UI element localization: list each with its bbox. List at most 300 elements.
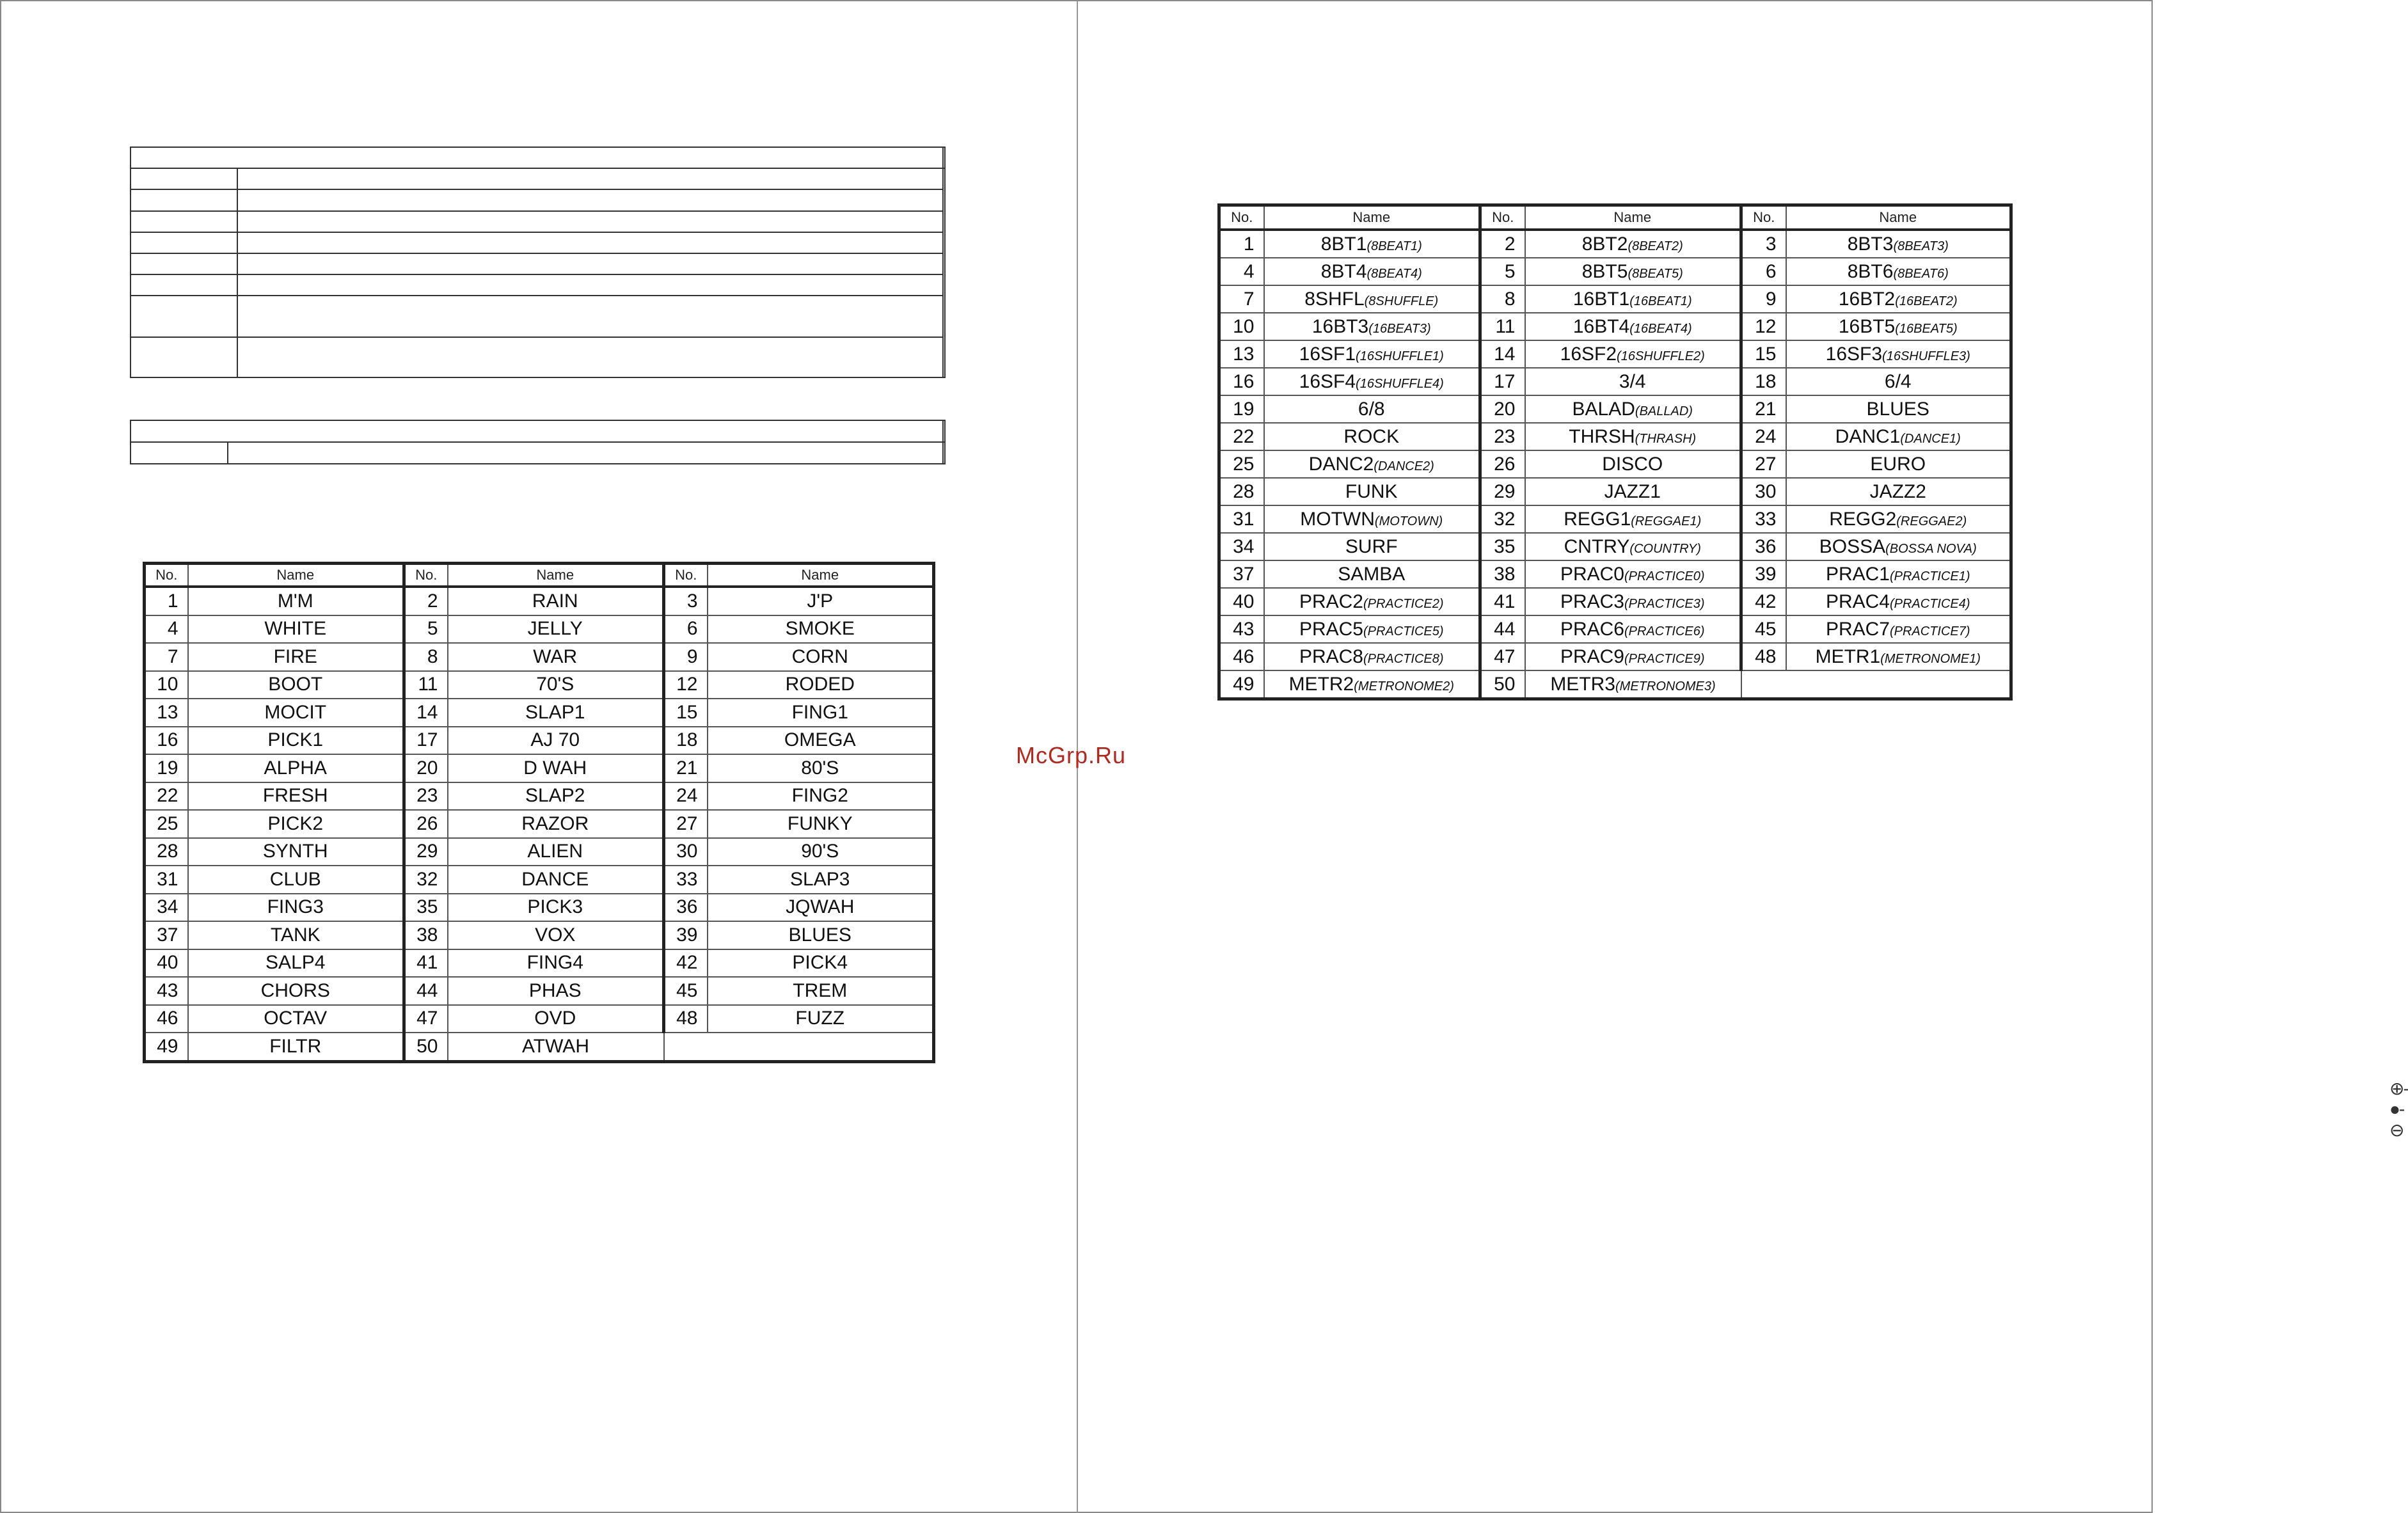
entry-name (708, 1005, 934, 1033)
entry-full-name: (MOTOWN) (1374, 514, 1443, 528)
entry-number: 40 (1219, 588, 1264, 615)
entry-name (448, 587, 664, 615)
header-no: No. (1741, 205, 1786, 230)
entry-name (188, 587, 404, 615)
entry-name (1264, 230, 1480, 258)
entry-name-text: VOX (535, 924, 576, 946)
entry-number: 5 (1480, 258, 1525, 285)
entry-number: 44 (404, 977, 448, 1005)
entry-number: 6 (1741, 258, 1786, 285)
entry-name-text: 16BT1 (1572, 288, 1630, 310)
entry-name (1264, 285, 1480, 313)
entry-name (1786, 285, 2011, 313)
entry-name-text: SLAP1 (525, 701, 585, 723)
entry-full-name: (BOSSA NOVA) (1885, 541, 1977, 556)
entry-full-name: (PRACTICE3) (1624, 596, 1705, 611)
entry-name-text: OMEGA (784, 729, 856, 751)
entry-name (1264, 478, 1480, 505)
entry-name (1786, 505, 2011, 533)
entry-name (188, 727, 404, 755)
entry-number: 43 (145, 977, 188, 1005)
entry-name-text: D WAH (523, 757, 587, 779)
entry-full-name: (16BEAT3) (1368, 321, 1431, 336)
entry-name (1525, 450, 1741, 478)
table-row (1219, 340, 2011, 368)
entry-number: 5 (404, 615, 448, 644)
entry-name-text: PICK4 (792, 952, 848, 974)
entry-number: 45 (664, 977, 708, 1005)
table-row (1219, 588, 2011, 615)
entry-name-text: OVD (534, 1008, 576, 1029)
entry-name-text: 6/4 (1884, 370, 1912, 392)
entry-name-text: DISCO (1602, 453, 1663, 475)
entry-name (1264, 670, 1480, 699)
entry-name (188, 1005, 404, 1033)
entry-name-text: ALIEN (527, 841, 583, 862)
blank-spec-table-1 (130, 147, 946, 378)
entry-number: 43 (1219, 615, 1264, 643)
entry-number: 50 (1480, 670, 1525, 699)
entry-name-text: SYNTH (262, 841, 328, 862)
entry-name (1264, 450, 1480, 478)
entry-number: 35 (404, 894, 448, 922)
entry-name-text: 70'S (536, 674, 574, 695)
watermark: McGrp.Ru (1016, 742, 1127, 768)
entry-name-text: BOOT (268, 674, 323, 695)
entry-name-text: PRAC7 (1825, 618, 1890, 640)
entry-name (1786, 478, 2011, 505)
entry-number: 8 (1480, 285, 1525, 313)
entry-name-text: 8BT5 (1581, 260, 1628, 282)
entry-full-name: (8SHUFFLE) (1364, 294, 1439, 308)
entry-name (708, 727, 934, 755)
entry-name (1525, 560, 1741, 588)
entry-number: 16 (145, 727, 188, 755)
entry-name (1525, 285, 1741, 313)
effects-header-row (145, 564, 934, 587)
entry-full-name: (PRACTICE8) (1363, 651, 1444, 666)
table-row (1219, 313, 2011, 340)
entry-number: 12 (664, 671, 708, 699)
entry-number: 44 (1480, 615, 1525, 643)
entry-number: 11 (1480, 313, 1525, 340)
entry-number: 34 (1219, 533, 1264, 560)
table-row (145, 754, 934, 782)
entry-number: 17 (404, 727, 448, 755)
entry-name (1786, 560, 2011, 588)
entry-name-text: METR2 (1288, 673, 1354, 695)
entry-number: 33 (664, 866, 708, 894)
entry-number: 4 (145, 615, 188, 644)
entry-number: 19 (145, 754, 188, 782)
entry-number: 27 (1741, 450, 1786, 478)
entry-name (448, 1033, 664, 1061)
table-row (145, 782, 934, 811)
entry-number: 32 (404, 866, 448, 894)
entry-name-text: BLUES (1866, 398, 1929, 420)
entry-number: 6 (664, 615, 708, 644)
entry-name (1264, 560, 1480, 588)
entry-name-text: SMOKE (785, 618, 855, 640)
entry-name-text: ALPHA (264, 757, 327, 779)
entry-number: 45 (1741, 615, 1786, 643)
entry-number: 10 (1219, 313, 1264, 340)
entry-number: 37 (145, 921, 188, 949)
entry-full-name: (16BEAT4) (1629, 321, 1692, 336)
entry-name (708, 699, 934, 727)
entry-number: 18 (1741, 368, 1786, 395)
entry-name (1786, 313, 2011, 340)
entry-name-text: 8BT1 (1320, 233, 1367, 255)
entry-name (708, 949, 934, 978)
entry-number: 31 (1219, 505, 1264, 533)
table-row (145, 727, 934, 755)
entry-name (1264, 368, 1480, 395)
entry-name-text: PRAC6 (1560, 618, 1624, 640)
header-name: Name (1525, 205, 1741, 230)
empty-cell (664, 1033, 934, 1061)
entry-name (448, 949, 664, 978)
entry-number: 25 (145, 810, 188, 838)
entry-name-text: WHITE (264, 618, 327, 640)
entry-name (1525, 423, 1741, 450)
entry-number: 19 (1219, 395, 1264, 423)
blank-spec-table-2 (130, 420, 946, 464)
entry-number: 22 (145, 782, 188, 811)
entry-name (1525, 368, 1741, 395)
entry-name (448, 810, 664, 838)
entry-name-text: DANC2 (1308, 453, 1374, 475)
table-row (145, 643, 934, 671)
entry-name-text: BOSSA (1819, 535, 1886, 557)
entry-name-text: DANCE (521, 868, 589, 890)
effects-table (143, 562, 935, 1063)
right-page (1077, 0, 2408, 1513)
entry-name-text: FING4 (527, 952, 583, 974)
entry-name (188, 671, 404, 699)
entry-name (1525, 533, 1741, 560)
entry-number: 26 (404, 810, 448, 838)
entry-full-name: (8BEAT4) (1366, 266, 1422, 281)
entry-name (1264, 340, 1480, 368)
entry-number: 10 (145, 671, 188, 699)
entry-number: 7 (1219, 285, 1264, 313)
table-row (145, 1005, 934, 1033)
entry-number: 38 (1480, 560, 1525, 588)
entry-number: 20 (1480, 395, 1525, 423)
entry-name (1786, 450, 2011, 478)
entry-name-text: PRAC4 (1825, 590, 1890, 612)
entry-name-text: SURF (1345, 535, 1398, 557)
entry-name (1264, 533, 1480, 560)
entry-name-text: JQWAH (786, 896, 855, 918)
entry-name-text: CNTRY (1564, 535, 1630, 557)
entry-full-name: (DANCE1) (1900, 431, 1961, 446)
entry-number: 16 (1219, 368, 1264, 395)
entry-number: 22 (1219, 423, 1264, 450)
entry-name-text: CORN (791, 646, 848, 667)
entry-number: 26 (1480, 450, 1525, 478)
entry-name-text: MOCIT (264, 701, 327, 723)
entry-number: 15 (1741, 340, 1786, 368)
entry-number: 14 (1480, 340, 1525, 368)
entry-full-name: (DANCE2) (1374, 459, 1434, 473)
entry-name-text: CLUB (269, 868, 321, 890)
entry-number: 24 (664, 782, 708, 811)
entry-number: 30 (1741, 478, 1786, 505)
table-row (1219, 423, 2011, 450)
table-row (1219, 643, 2011, 670)
entry-name (188, 1033, 404, 1061)
entry-name (1525, 670, 1741, 699)
entry-name (1525, 395, 1741, 423)
entry-name-text: PRAC9 (1560, 646, 1624, 667)
entry-name (1264, 615, 1480, 643)
table-row (145, 699, 934, 727)
entry-name (448, 921, 664, 949)
table-row (1219, 395, 2011, 423)
entry-number: 13 (145, 699, 188, 727)
entry-name (1786, 533, 2011, 560)
entry-name-text: RODED (785, 674, 855, 695)
entry-number: 35 (1480, 533, 1525, 560)
entry-number: 38 (404, 921, 448, 949)
table-row (1219, 368, 2011, 395)
entry-name (1264, 313, 1480, 340)
entry-name (188, 949, 404, 978)
table-row (1219, 478, 2011, 505)
entry-number: 33 (1741, 505, 1786, 533)
entry-name-text: TREM (793, 979, 848, 1001)
entry-full-name: (PRACTICE2) (1363, 596, 1444, 611)
entry-number: 23 (1480, 423, 1525, 450)
entry-full-name: (8BEAT6) (1893, 266, 1949, 281)
entry-name-text: ROCK (1343, 425, 1400, 447)
entry-name-text: 8BT6 (1847, 260, 1894, 282)
header-no: No. (145, 564, 188, 587)
entry-number: 11 (404, 671, 448, 699)
entry-full-name: (8BEAT1) (1366, 239, 1422, 253)
header-no: No. (1480, 205, 1525, 230)
left-page (0, 0, 1077, 1513)
entry-number: 3 (664, 587, 708, 615)
entry-name-text: PRAC1 (1825, 563, 1890, 585)
entry-name-text: REGG2 (1829, 508, 1897, 530)
entry-full-name: (16SHUFFLE3) (1882, 349, 1970, 363)
entry-number: 14 (404, 699, 448, 727)
entry-number: 2 (1480, 230, 1525, 258)
entry-number: 8 (404, 643, 448, 671)
entry-number: 28 (145, 838, 188, 866)
entry-full-name: (16BEAT2) (1895, 294, 1958, 308)
entry-name-text: PHAS (528, 979, 582, 1001)
entry-full-name: (PRACTICE1) (1889, 569, 1970, 583)
entry-full-name: (BALLAD) (1635, 404, 1693, 418)
entry-name-text: SAMBA (1338, 563, 1406, 585)
entry-name-text: PRAC0 (1560, 563, 1624, 585)
entry-name (448, 838, 664, 866)
entry-name (708, 977, 934, 1005)
entry-name (1786, 230, 2011, 258)
entry-number: 39 (664, 921, 708, 949)
entry-name (1525, 615, 1741, 643)
entry-full-name: (THRASH) (1635, 431, 1697, 446)
polarity-symbol: ⊕-●-⊖ (2389, 1079, 2408, 1140)
entry-number: 47 (1480, 643, 1525, 670)
entry-name-text: METR3 (1550, 673, 1615, 695)
entry-number: 18 (664, 727, 708, 755)
entry-name-text: 90'S (801, 841, 839, 862)
entry-name (1786, 643, 2011, 670)
entry-name-text: BALAD (1572, 398, 1635, 420)
entry-number: 41 (1480, 588, 1525, 615)
entry-name (188, 643, 404, 671)
entry-name-text: EURO (1870, 453, 1926, 475)
entry-full-name: (8BEAT5) (1628, 266, 1683, 281)
entry-name-text: PICK3 (527, 896, 583, 918)
entry-full-name: (REGGAE1) (1631, 514, 1702, 528)
table-row (145, 921, 934, 949)
entry-full-name: (16SHUFFLE2) (1617, 349, 1705, 363)
entry-name (1264, 643, 1480, 670)
entry-name-text: JELLY (527, 618, 583, 640)
entry-name-text: M'M (277, 590, 313, 612)
entry-name-text: 16BT3 (1311, 315, 1369, 337)
entry-name-text: RAZOR (521, 812, 589, 834)
entry-name (188, 866, 404, 894)
entry-name-text: 8BT2 (1581, 233, 1628, 255)
entry-number: 47 (404, 1005, 448, 1033)
entry-name-text: 16SF2 (1560, 343, 1617, 365)
table-row (145, 1033, 934, 1061)
entry-name (188, 921, 404, 949)
entry-number: 48 (664, 1005, 708, 1033)
entry-name-text: FUNK (1345, 480, 1398, 502)
entry-name-text: 16SF1 (1299, 343, 1356, 365)
entry-name-text: FING1 (791, 701, 848, 723)
table-row (145, 810, 934, 838)
entry-name (1264, 588, 1480, 615)
entry-number: 32 (1480, 505, 1525, 533)
entry-number: 3 (1741, 230, 1786, 258)
entry-name-text: 16BT4 (1572, 315, 1630, 337)
entry-full-name: (PRACTICE5) (1363, 624, 1444, 638)
entry-number: 20 (404, 754, 448, 782)
entry-number: 1 (1219, 230, 1264, 258)
entry-number: 49 (1219, 670, 1264, 699)
entry-number: 21 (664, 754, 708, 782)
entry-name-text: DANC1 (1835, 425, 1901, 447)
entry-name (448, 977, 664, 1005)
entry-name-text: FUNKY (787, 812, 853, 834)
entry-name-text: CHORS (260, 979, 330, 1001)
entry-full-name: (METRONOME1) (1880, 651, 1981, 666)
entry-name-text: OCTAV (264, 1008, 328, 1029)
entry-name-text: AJ 70 (530, 729, 580, 751)
entry-name-text: FUZZ (795, 1008, 845, 1029)
entry-number: 41 (404, 949, 448, 978)
header-name: Name (448, 564, 664, 587)
entry-name (1525, 230, 1741, 258)
entry-name (448, 866, 664, 894)
entry-name-text: FILTR (269, 1035, 322, 1057)
table-row (145, 866, 934, 894)
entry-name-text: JAZZ2 (1869, 480, 1926, 502)
table-row (145, 949, 934, 978)
entry-number: 7 (145, 643, 188, 671)
entry-name-text: METR1 (1815, 646, 1881, 667)
entry-number: 31 (145, 866, 188, 894)
entry-full-name: (16SHUFFLE1) (1356, 349, 1444, 363)
entry-name-text: PRAC3 (1560, 590, 1624, 612)
rhythm-table (1217, 203, 2013, 701)
entry-name-text: SLAP3 (790, 868, 850, 890)
entry-name (1786, 368, 2011, 395)
header-no: No. (1219, 205, 1264, 230)
entry-name-text: SLAP2 (525, 785, 585, 807)
entry-name (188, 838, 404, 866)
entry-number: 37 (1219, 560, 1264, 588)
entry-name (188, 977, 404, 1005)
entry-number: 25 (1219, 450, 1264, 478)
entry-number: 13 (1219, 340, 1264, 368)
entry-name (188, 699, 404, 727)
entry-name (1786, 340, 2011, 368)
entry-name (708, 643, 934, 671)
header-name: Name (1786, 205, 2011, 230)
entry-name-text: WAR (533, 646, 578, 667)
entry-name (448, 671, 664, 699)
entry-number: 1 (145, 587, 188, 615)
entry-name (708, 615, 934, 644)
header-no: No. (404, 564, 448, 587)
entry-name-text: 8SHFL (1304, 288, 1365, 310)
entry-name (1786, 258, 2011, 285)
entry-number: 39 (1741, 560, 1786, 588)
entry-name (708, 838, 934, 866)
entry-full-name: (METRONOME2) (1354, 679, 1454, 693)
entry-name-text: FING2 (791, 785, 848, 807)
entry-name-text: FRESH (262, 785, 328, 807)
entry-number: 34 (145, 894, 188, 922)
entry-name (1525, 643, 1741, 670)
entry-name (1525, 588, 1741, 615)
header-no: No. (664, 564, 708, 587)
entry-number: 2 (404, 587, 448, 615)
entry-number: 4 (1219, 258, 1264, 285)
entry-name (448, 699, 664, 727)
entry-full-name: (16BEAT5) (1895, 321, 1958, 336)
entry-name (708, 782, 934, 811)
entry-name-text: PRAC2 (1299, 590, 1363, 612)
entry-name-text: MOTWN (1300, 508, 1375, 530)
entry-name (1786, 588, 2011, 615)
entry-name-text: PICK1 (267, 729, 324, 751)
table-row (145, 671, 934, 699)
entry-full-name: (PRACTICE0) (1624, 569, 1705, 583)
entry-number: 36 (664, 894, 708, 922)
entry-name-text: REGG1 (1564, 508, 1631, 530)
entry-number: 42 (664, 949, 708, 978)
entry-name-text: THRSH (1569, 425, 1635, 447)
table-row (1219, 560, 2011, 588)
table-row (1219, 670, 2011, 699)
entry-full-name: (PRACTICE4) (1889, 596, 1970, 611)
entry-full-name: (PRACTICE9) (1624, 651, 1705, 666)
header-name: Name (708, 564, 934, 587)
table-row (1219, 230, 2011, 258)
entry-full-name: (8BEAT2) (1628, 239, 1683, 253)
